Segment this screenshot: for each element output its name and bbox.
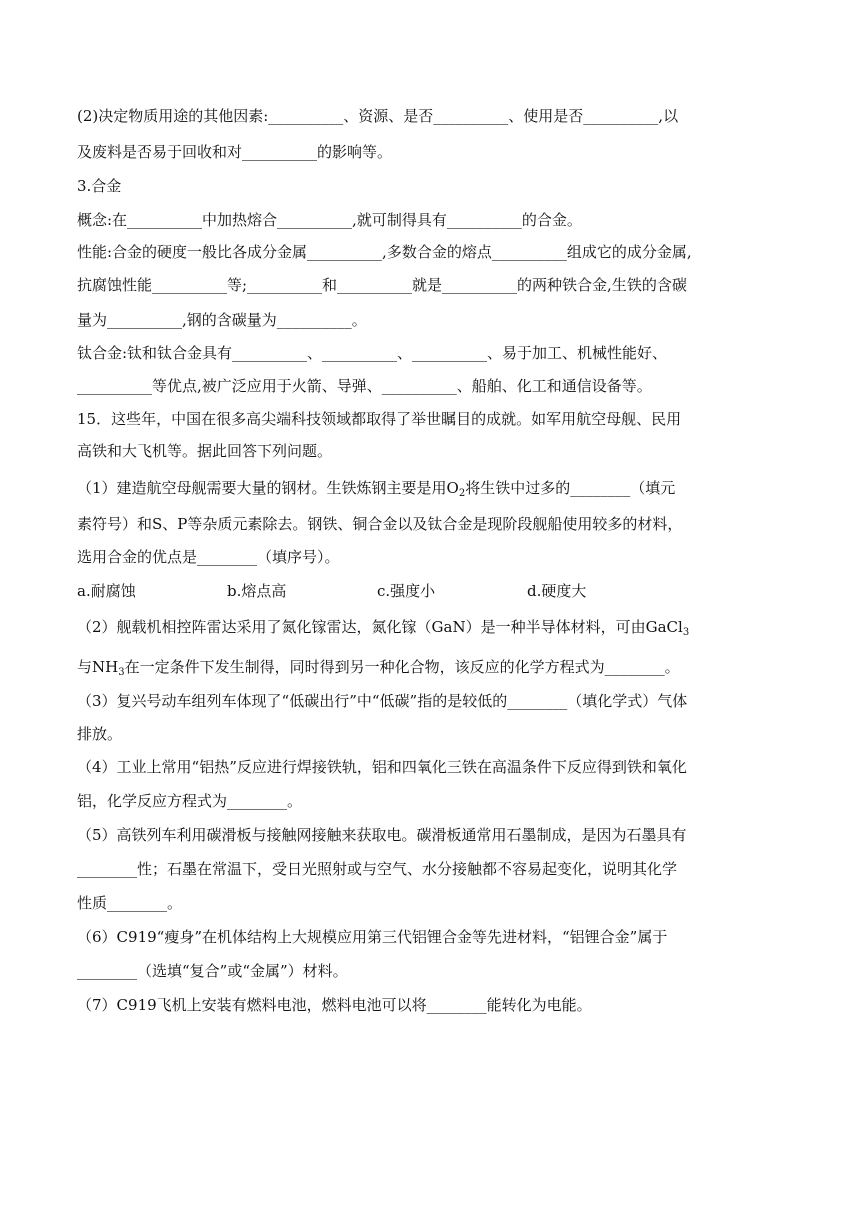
alloy-property-line-3: 量为__________,钢的含碳量为__________。 xyxy=(77,311,367,329)
q15-part6-line-2: ________（选填“复合”或“金属”）材料。 xyxy=(77,962,348,980)
q15-part4-line-2: 铝，化学反应方程式为________。 xyxy=(77,792,303,810)
alloy-heading: 3.合金 xyxy=(77,177,122,195)
factors-line-1: (2)决定物质用途的其他因素:__________、资源、是否__________、使用是否__________,以 xyxy=(77,107,679,125)
factors-line-2: 及废料是否易于回收和对__________的影响等。 xyxy=(77,143,393,161)
titanium-line-1: 钛合金:钛和钛合金具有__________、__________、__________、易于加工、机械性能好、 xyxy=(77,344,668,362)
option-d: d.硬度大 xyxy=(527,582,587,600)
q15-part5-line-1: （5）高铁列车利用碳滑板与接触网接触来获取电。碳滑板通常用石墨制成，是因为石墨具有 xyxy=(77,826,687,844)
q15-part3-line-1: （3）复兴号动车组列车体现了“低碳出行”中“低碳”指的是较低的________（填化学式）气体 xyxy=(77,692,688,710)
q15-part7-line-1: （7）C919飞机上安装有燃料电池，燃料电池可以将________能转化为电能。 xyxy=(77,996,592,1014)
titanium-line-2: __________等优点,被广泛应用于火箭、导弹、__________、船舶、化工和通信设备等。 xyxy=(77,377,652,395)
q15-part1-line-2: 素符号）和S、P等杂质元素除去。钢铁、铜合金以及钛合金是现阶段舰船使用较多的材料， xyxy=(77,515,683,533)
option-a: a.耐腐蚀 xyxy=(77,582,136,600)
q15-part2-line-2: 与$NH_3$在一定条件下发生制得，同时得到另一种化合物，该反应的化学方程式为________。 xyxy=(77,658,680,678)
alloy-concept: 概念:在__________中加热熔合__________,就可制得具有__________的合金。 xyxy=(77,211,582,229)
q15-part3-line-2: 排放。 xyxy=(77,725,123,743)
q15-part4-line-1: （4）工业上常用“铝热”反应进行焊接铁轨，铝和四氧化三铁在高温条件下反应得到铁和氧化 xyxy=(77,758,687,776)
alloy-property-line-1: 性能:合金的硬度一般比各成分金属__________,多数合金的熔点__________组成它的成分金属, xyxy=(77,243,692,261)
q15-stem-line-2: 高铁和大飞机等。据此回答下列问题。 xyxy=(77,442,333,460)
option-b: b.熔点高 xyxy=(227,582,287,600)
q15-part5-line-2: ________性；石墨在常温下，受日光照射或与空气、水分接触都不容易起变化，说明其化学 xyxy=(77,860,678,878)
q15-part5-line-3: 性质________。 xyxy=(77,894,183,912)
alloy-property-line-2: 抗腐蚀性能__________等;__________和__________就是__________的两种铁合金,生铁的含碳 xyxy=(77,276,687,294)
q15-stem-line-1: 15．这些年，中国在很多高尖端科技领域都取得了举世瞩目的成就。如军用航空母舰、民用 xyxy=(77,410,682,428)
q15-part1-line-1: （1）建造航空母舰需要大量的钢材。生铁炼钢主要是用$O_2$将生铁中过多的________（填元 xyxy=(77,479,676,499)
q15-part6-line-1: （6）C919“瘦身”在机体结构上大规模应用第三代铝锂合金等先进材料，“铝锂合金”属于 xyxy=(77,928,668,946)
q15-part1-line-3: 选用合金的优点是________（填序号）。 xyxy=(77,548,340,566)
option-c: c.强度小 xyxy=(377,582,436,600)
q15-part2-line-1: （2）舰载机相控阵雷达采用了氮化镓雷达，氮化镓（GaN）是一种半导体材料，可由GaCl$_3$ xyxy=(77,618,690,638)
